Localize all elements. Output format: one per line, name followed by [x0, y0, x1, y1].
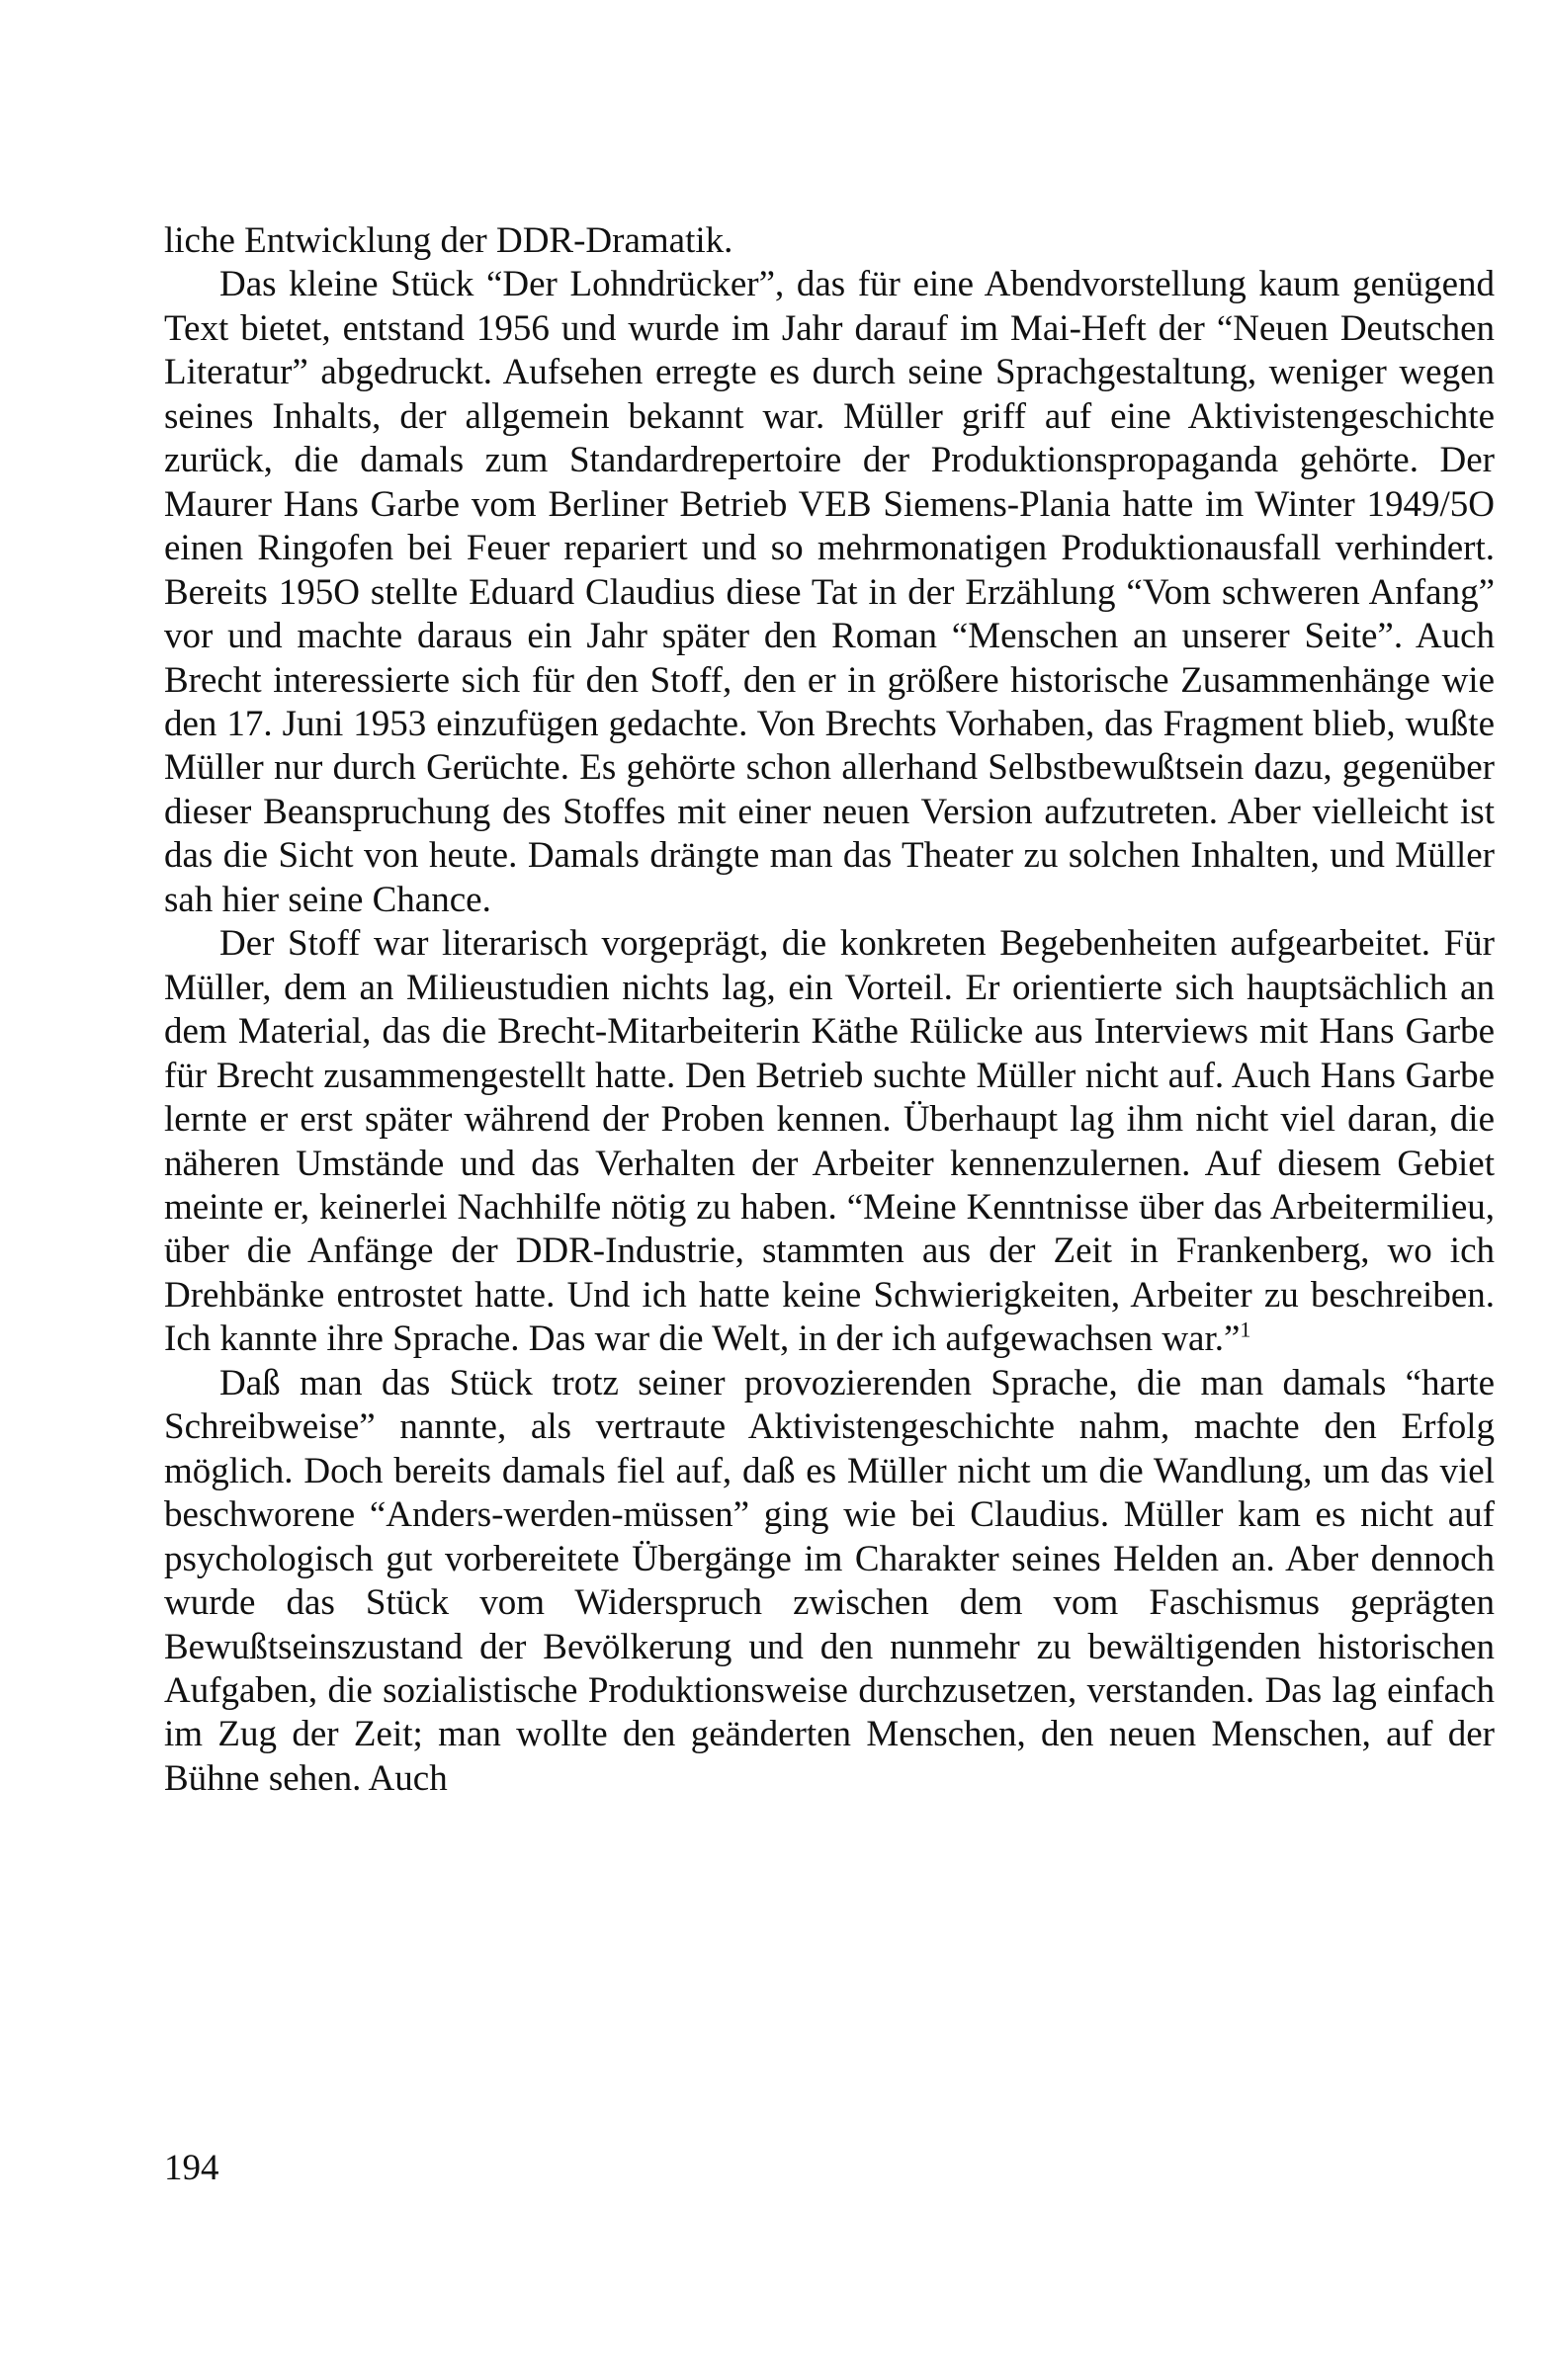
footnote-marker: 1 — [1240, 1318, 1251, 1342]
body-text — [164, 219, 1495, 1801]
page-number: 194 — [164, 2148, 219, 2188]
paragraph-lohndruecker: Das kleine Stück “Der Lohndrücker”, das für eine Abendvorstellung kaum genügend Text bietet, entstand 1956 und wurde im Jahr darauf im Mai-Heft der “Neuen Deutschen Literatur” abgedruckt. Aufsehen erregte es durch seine Sprachgestaltung, weniger wegen seines Inhalts, der allgemein bekannt war. Müller griff auf eine Aktivistengeschichte zurück, die damals zum Standardrepertoire der Produktionspropaganda gehörte. Der Maurer Hans Garbe vom Berliner Betrieb VEB Siemens-Plania hatte im Winter 1949/5O einen Ringofen bei Feuer repariert und so mehrmonatigen Produktionausfall verhindert. Bereits 195O stellte Eduard Claudius diese Tat in der Erzählung “Vom schweren Anfang” vor und machte daraus ein Jahr später den Roman “Menschen an unserer Seite”. Auch Brecht interessierte sich für den Stoff, den er in größere historische Zusammenhänge wie den 17. Juni 1953 einzufügen gedachte. Von Brechts Vorhaben, das Fragment blieb, wußte Müller nur durch Gerüchte. Es gehörte schon allerhand Selbstbewußtsein dazu, gegenüber dieser Beanspruchung des Stoffes mit einer neuen Version aufzutreten. Aber vielleicht ist das die Sicht von heute. Damals drängte man das Theater zu solchen Inhalten, und Müller sah hier seine Chance. — [164, 264, 1495, 920]
paragraph-continuation: liche Entwicklung der DDR-Dramatik. — [164, 220, 733, 261]
paragraph-erfolg: Daß man das Stück trotz seiner provozierenden Sprache, die man damals “harte Schreibweise” nannte, als vertraute Aktivistengeschichte nahm, machte den Erfolg möglich. Doch bereits damals fiel auf, daß es Müller nicht um die Wandlung, um das viel beschworene “Anders-werden-müssen” ging wie bei Claudius. Müller kam es nicht auf psychologisch gut vorbereitete Übergänge im Charakter seines Helden an. Aber dennoch wurde das Stück vom Widerspruch zwischen dem vom Faschismus geprägten Bewußtseinszustand der Bevölkerung und den nunmehr zu bewältigenden historischen Aufgaben, die sozialistische Produktionsweise durchzusetzen, verstanden. Das lag einfach im Zug der Zeit; man wollte den geänderten Menschen, den neuen Menschen, auf der Bühne sehen. Auch — [164, 1362, 1495, 1799]
paragraph-stoff — [164, 922, 1495, 1362]
paragraph-stoff-text: Der Stoff war literarisch vorgeprägt, die konkreten Begebenheiten aufgearbeitet. Für Müller, dem an Milieustudien nichts lag, ein Vorteil. Er orientierte sich hauptsächlich an dem Material, das die Brecht-Mitarbeiterin Käthe Rülicke aus Interviews mit Hans Garbe für Brecht zusammengestellt hatte. Den Betrieb suchte Müller nicht auf. Auch Hans Garbe lernte er erst später während der Proben kennen. Überhaupt lag ihm nicht viel daran, die näheren Umstände und das Verhalten der Arbeiter kennenzulernen. Auf diesem Gebiet meinte er, keinerlei Nachhilfe nötig zu haben. “Meine Kenntnisse über das Arbeitermilieu, über die Anfänge der DDR-Industrie, stammten aus der Zeit in Frankenberg, wo ich Drehbänke entrostet hatte. Und ich hatte keine Schwierigkeiten, Arbeiter zu beschreiben. Ich kannte ihre Sprache. Das war die Welt, in der ich aufgewachsen war.” — [164, 923, 1495, 1360]
